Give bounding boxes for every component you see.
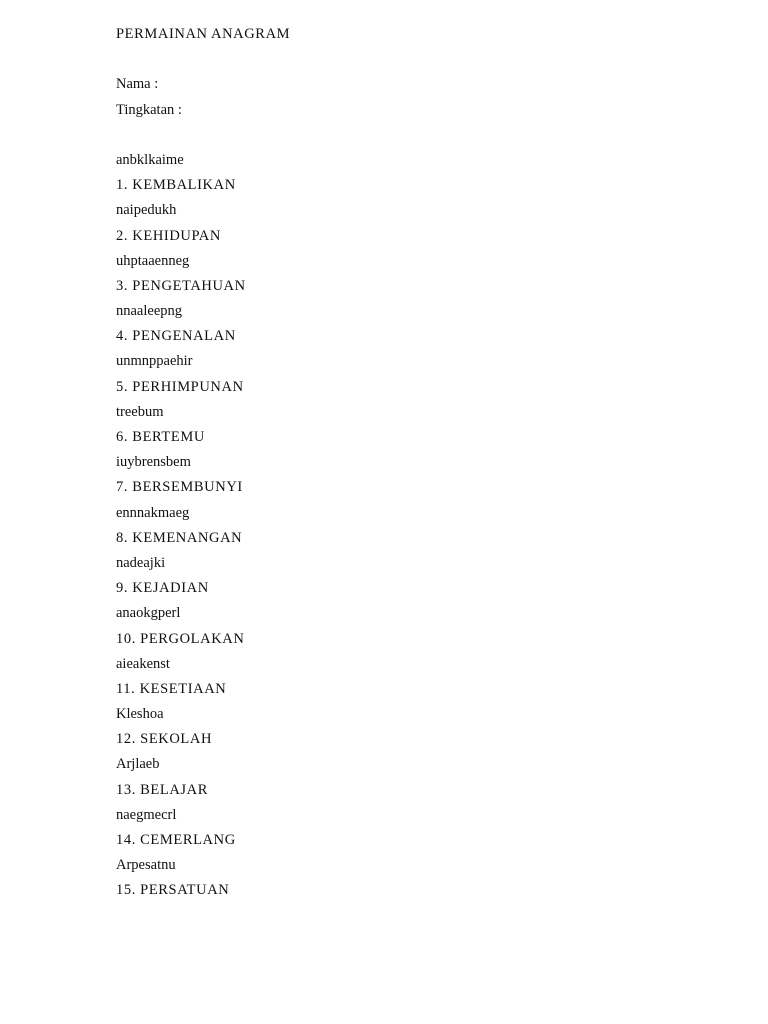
- anagram-item: [116, 652, 716, 702]
- answer-word: 1. KEMBALIKAN: [116, 177, 236, 194]
- spacer: [116, 123, 716, 148]
- level-label: Tingkatan :: [116, 101, 182, 118]
- scrambled-word: Arpesatnu: [116, 857, 176, 874]
- scrambled-word: nnaaleepng: [116, 303, 183, 320]
- spacer: [116, 47, 716, 72]
- anagram-item: [116, 752, 716, 802]
- answer-word: 8. KEMENANGAN: [116, 529, 243, 546]
- answer-word: 12. SEKOLAH: [116, 731, 213, 748]
- answer-word: 11. KESETIAAN: [116, 680, 227, 697]
- scrambled-word: naegmecrl: [116, 806, 177, 823]
- answer-word: 4. PENGENALAN: [116, 328, 236, 345]
- scrambled-word: iuybrensbem: [116, 454, 191, 471]
- answer-word: 2. KEHIDUPAN: [116, 227, 221, 244]
- name-label: Nama :: [116, 76, 159, 93]
- anagram-item: [116, 148, 716, 198]
- scrambled-word: anbklkaime: [116, 151, 184, 168]
- answer-word: 7. BERSEMBUNYI: [116, 479, 243, 496]
- answer-word: 3. PENGETAHUAN: [116, 277, 246, 294]
- anagram-item: [116, 299, 716, 349]
- answer-word: 5. PERHIMPUNAN: [116, 378, 244, 395]
- document-title: PERMAINAN ANAGRAM: [116, 26, 291, 42]
- answer-word: 15. PERSATUAN: [116, 882, 230, 899]
- anagram-item: [116, 450, 716, 500]
- scrambled-word: Arjlaeb: [116, 756, 160, 773]
- answer-word: 14. CEMERLANG: [116, 832, 236, 848]
- anagram-list: [116, 148, 716, 904]
- scrambled-word: treebum: [116, 403, 164, 420]
- anagram-item: [116, 551, 716, 601]
- anagram-item: [116, 853, 716, 903]
- anagram-item: [116, 249, 716, 299]
- scrambled-word: Kleshoa: [116, 706, 164, 723]
- scrambled-word: uhptaaenneg: [116, 252, 190, 269]
- document-page: [116, 22, 716, 904]
- anagram-item: [116, 803, 716, 853]
- scrambled-word: anaokgperl: [116, 605, 181, 622]
- answer-word: 6. BERTEMU: [116, 429, 205, 445]
- anagram-item: [116, 501, 716, 551]
- answer-word: 13. BELAJAR: [116, 781, 208, 798]
- scrambled-word: ennnakmaeg: [116, 504, 190, 521]
- scrambled-word: naipedukh: [116, 202, 177, 219]
- anagram-item: [116, 198, 716, 248]
- scrambled-word: nadeajki: [116, 554, 166, 571]
- scrambled-word: unmnppaehir: [116, 353, 193, 370]
- anagram-item: [116, 400, 716, 450]
- anagram-item: [116, 702, 716, 752]
- answer-word: 10. PERGOLAKAN: [116, 630, 245, 647]
- answer-word: 9. KEJADIAN: [116, 580, 209, 597]
- scrambled-word: aieakenst: [116, 655, 170, 672]
- anagram-item: [116, 601, 716, 651]
- anagram-item: [116, 349, 716, 399]
